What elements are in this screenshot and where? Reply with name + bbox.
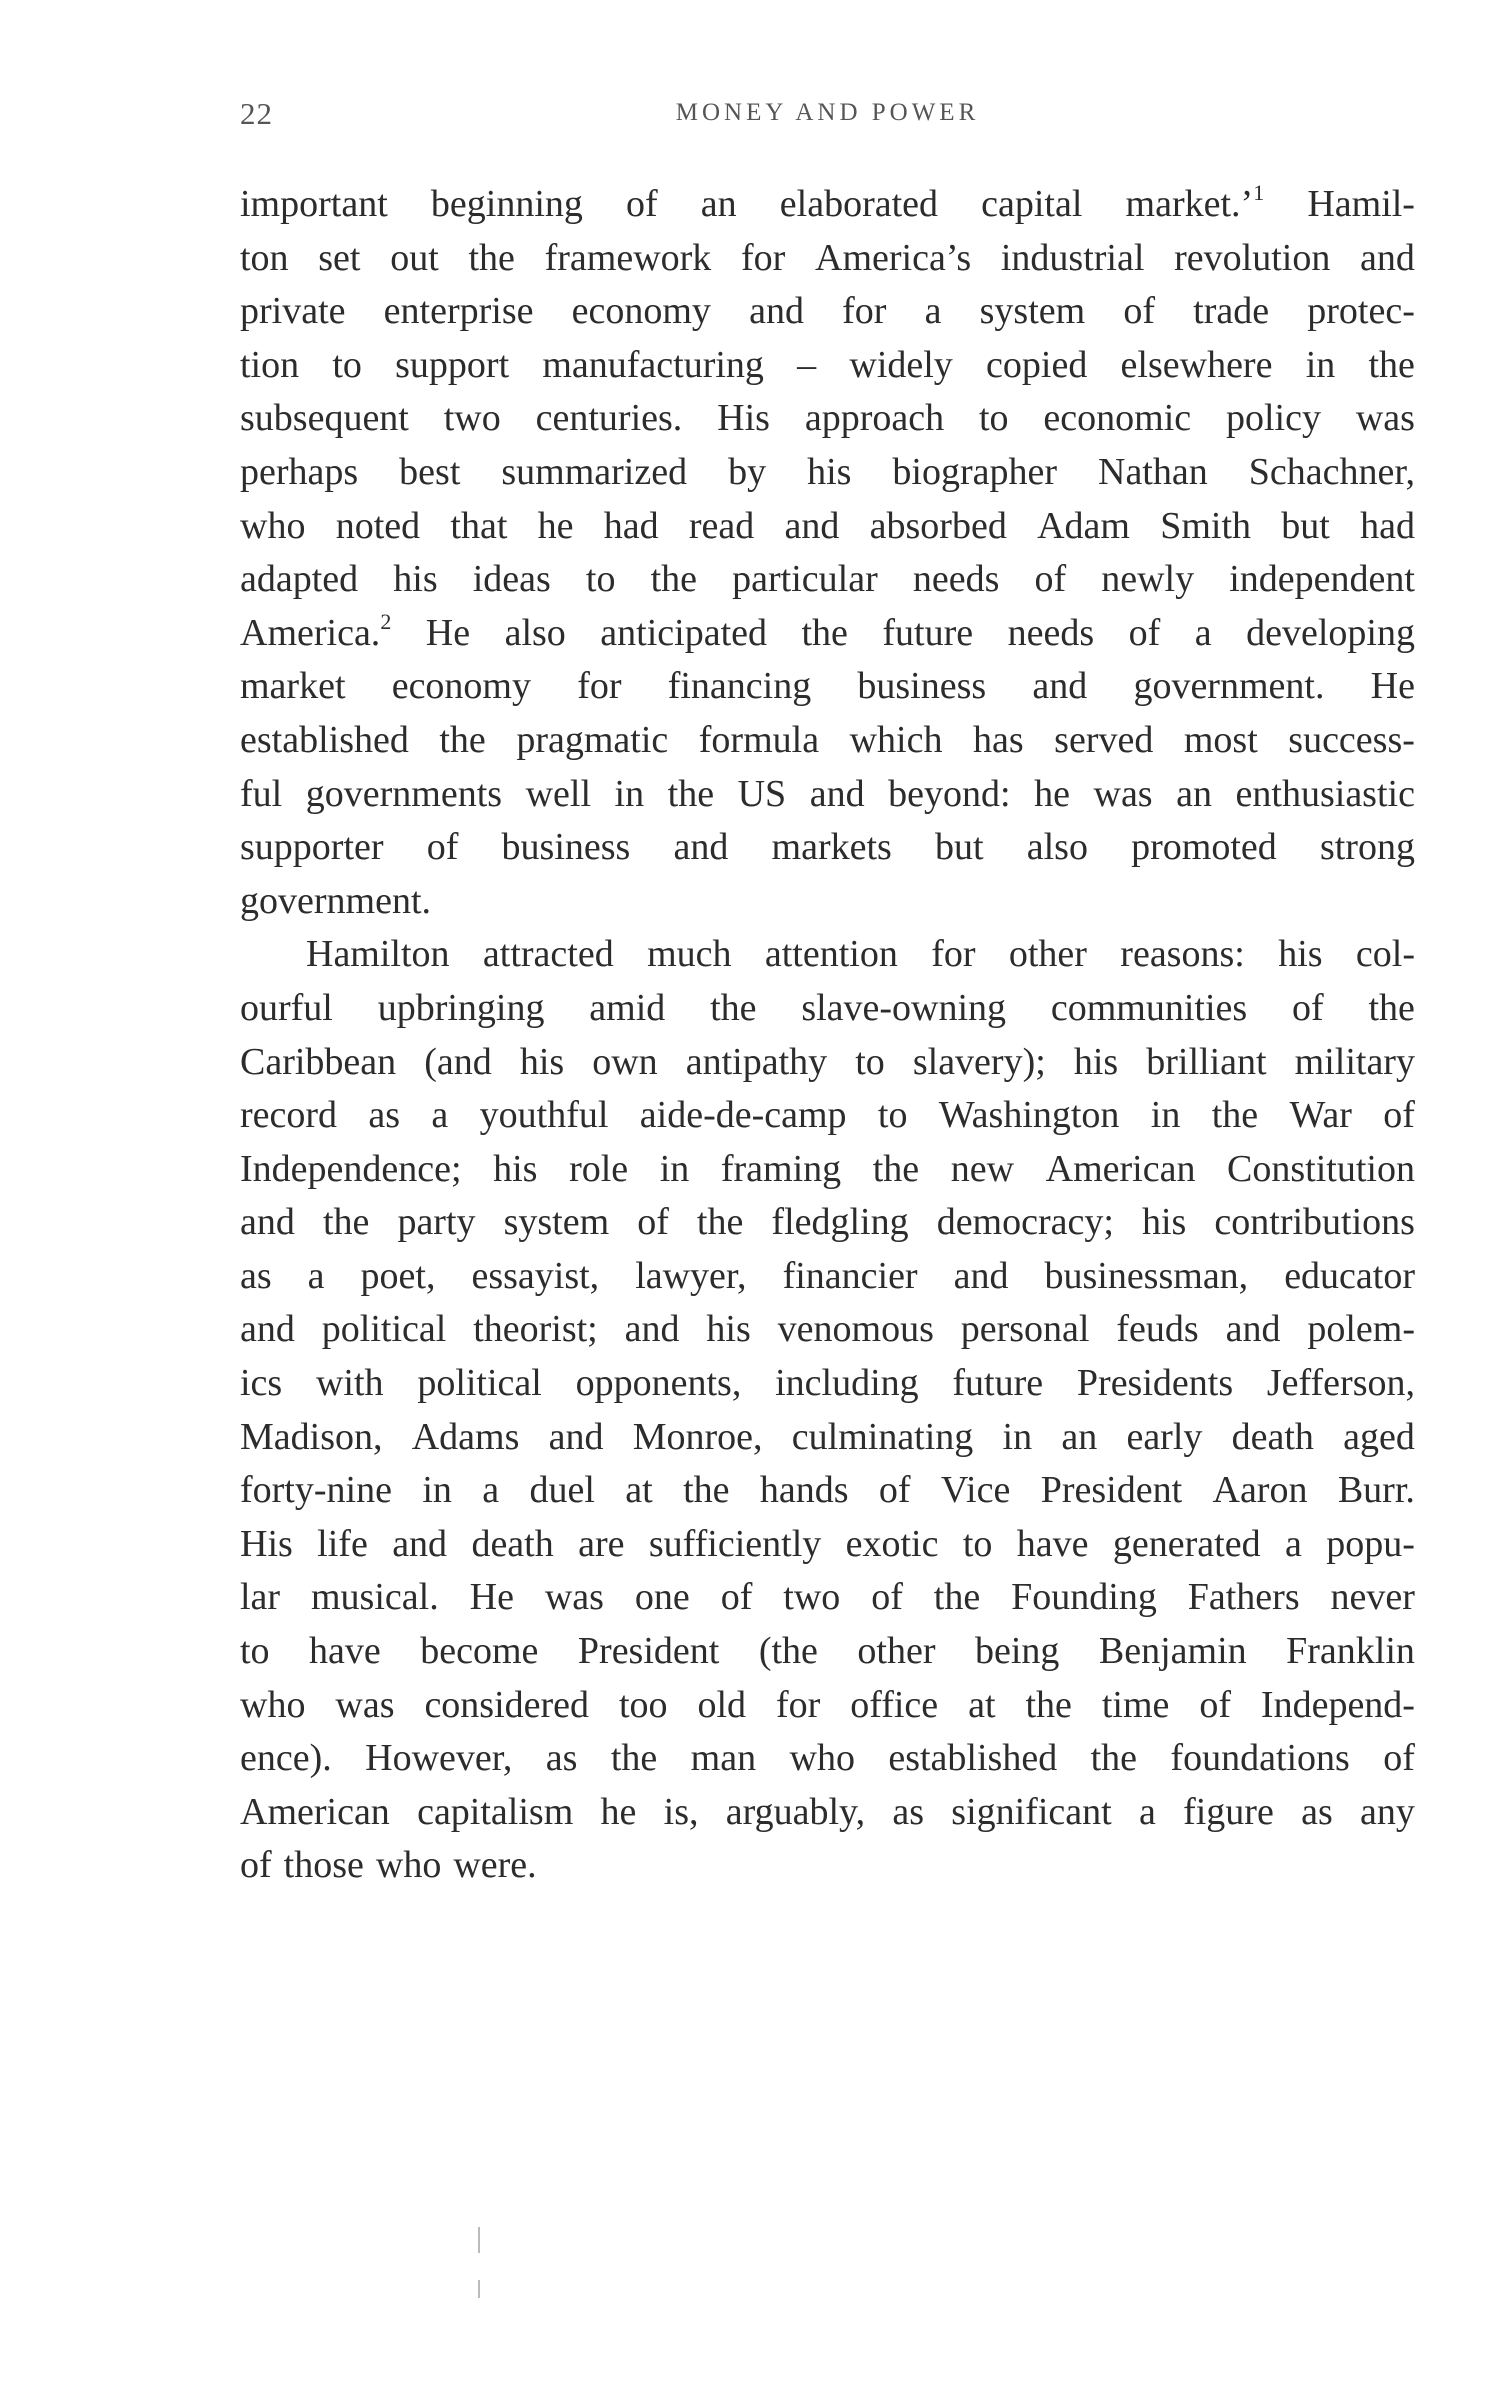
- text-line: American capitalism he is, arguably, as significant a figure as any: [240, 1790, 1415, 1833]
- scan-mark: [478, 2280, 480, 2298]
- text-line: ton set out the framework for America’s industrial revolution and: [240, 236, 1415, 279]
- text-line: market economy for financing business and government. He: [240, 665, 1415, 708]
- text-line: His life and death are sufficiently exotic to have generated a popu-: [240, 1522, 1415, 1565]
- text-line: Madison, Adams and Monroe, culminating in an early death aged: [240, 1415, 1415, 1458]
- text-line: record as a youthful aide-de-camp to Washington in the War of: [240, 1094, 1415, 1137]
- text-line: who was considered too old for office at the time of Independ-: [240, 1683, 1415, 1726]
- text-line: Hamilton attracted much attention for other reasons: his col-: [306, 933, 1415, 976]
- text-line: ful governments well in the US and beyond: he was an enthusiastic: [240, 772, 1415, 815]
- text-line: adapted his ideas to the particular needs of newly independent: [240, 558, 1415, 601]
- paragraph: [240, 928, 1415, 1893]
- scan-mark: [478, 2227, 480, 2253]
- text-line: private enterprise economy and for a system of trade protec-: [240, 290, 1415, 333]
- text-line: forty-nine in a duel at the hands of Vice President Aaron Burr.: [240, 1469, 1415, 1512]
- text-line: ourful upbringing amid the slave-owning communities of the: [240, 986, 1415, 1029]
- text-line: perhaps best summarized by his biographer Nathan Schachner,: [240, 450, 1415, 493]
- text-line: and the party system of the fledgling democracy; his contributions: [240, 1201, 1415, 1244]
- paragraph: [240, 178, 1415, 928]
- text-line: as a poet, essayist, lawyer, financier and businessman, educator: [240, 1254, 1415, 1297]
- body-text: [240, 178, 1415, 1893]
- text-line: government.: [240, 879, 432, 922]
- footnote-marker: 2: [380, 608, 392, 634]
- text-line: to have become President (the other being Benjamin Franklin: [240, 1630, 1415, 1673]
- page-number: 22: [240, 96, 273, 131]
- running-head: [240, 96, 1415, 136]
- text-line: lar musical. He was one of two of the Founding Fathers never: [240, 1576, 1415, 1619]
- text-line: ence). However, as the man who established the foundations of: [240, 1737, 1415, 1780]
- text-line: subsequent two centuries. His approach to economic policy was: [240, 397, 1415, 440]
- running-head-title: MONEY AND POWER: [675, 99, 980, 126]
- text-line: Independence; his role in framing the new American Constitution: [240, 1147, 1415, 1190]
- text-line: America.$^2$ He also anticipated the future needs of a developing: [240, 608, 1415, 654]
- text-line: established the pragmatic formula which has served most success-: [240, 718, 1415, 761]
- text-line: important beginning of an elaborated capital market.’$^1$ Hamil-: [240, 180, 1415, 225]
- text-line: of those who were.: [240, 1844, 537, 1887]
- text-line: who noted that he had read and absorbed Adam Smith but had: [240, 504, 1415, 547]
- text-line: ics with political opponents, including future Presidents Jefferson,: [240, 1362, 1415, 1405]
- text-line: tion to support manufacturing – widely copied elsewhere in the: [240, 343, 1415, 386]
- text-line: supporter of business and markets but also promoted strong: [240, 826, 1415, 869]
- text-line: and political theorist; and his venomous personal feuds and polem-: [240, 1308, 1415, 1351]
- text-line: Caribbean (and his own antipathy to slavery); his brilliant military: [240, 1040, 1415, 1083]
- footnote-marker: 1: [1253, 180, 1265, 205]
